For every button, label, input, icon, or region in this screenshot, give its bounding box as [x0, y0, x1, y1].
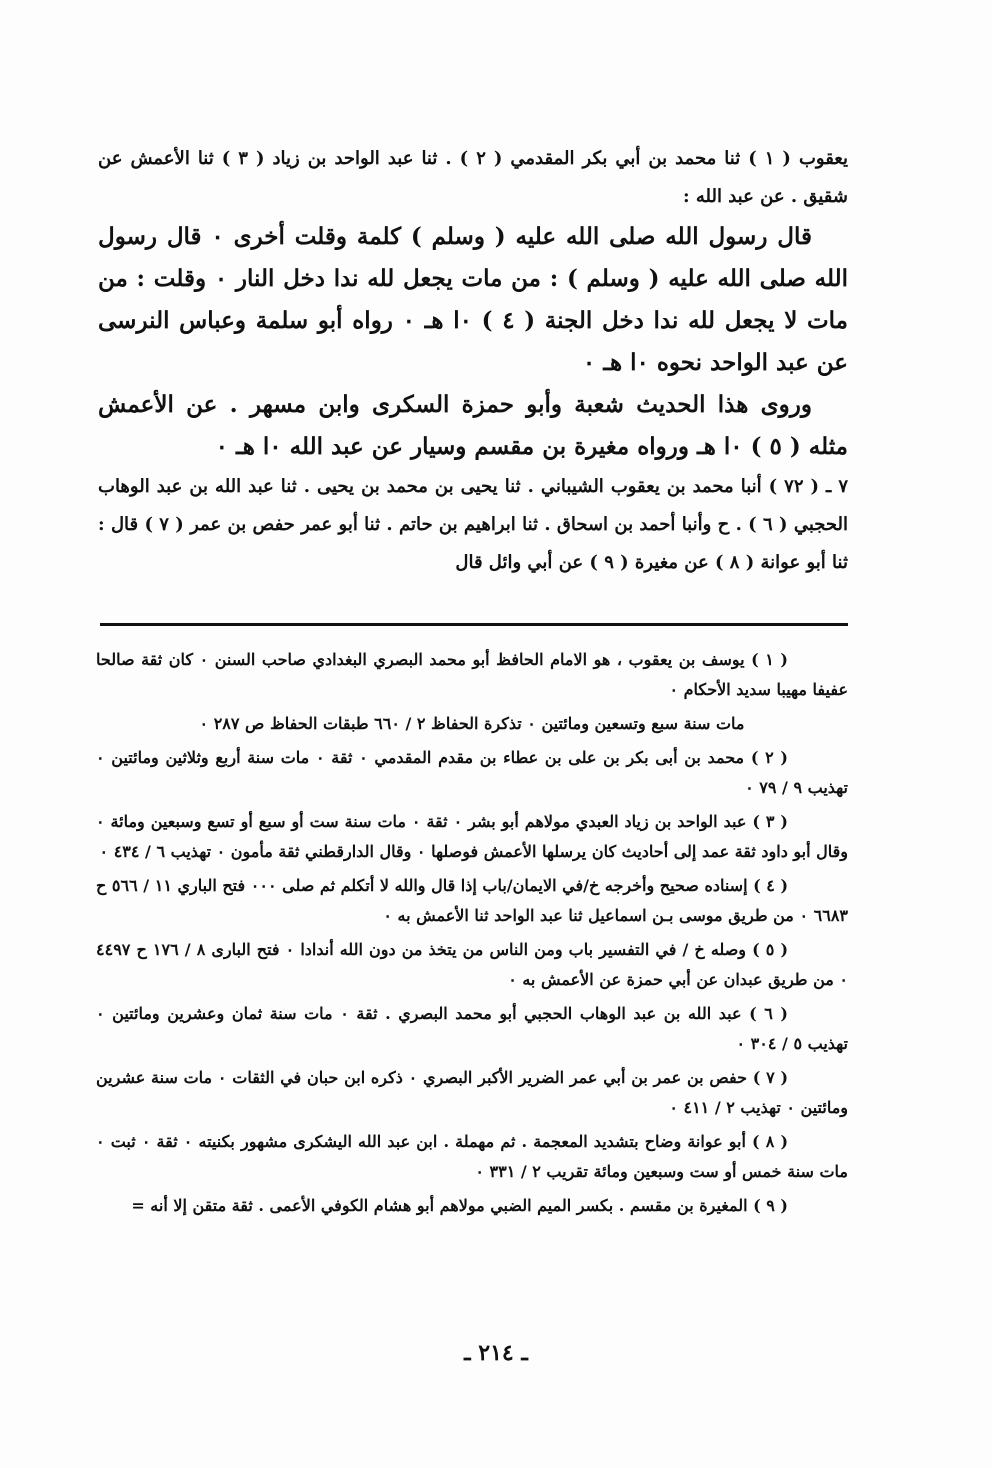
paragraph-hadith-text: قال رسول الله صلى الله عليه ( وسلم ) كلمة وقلت أخرى ٠ قال رسول الله صلى الله عليه ( وسلم ) : من مات يجعل لله ندا دخل النار ٠ وقلت : من مات لا يجعل لله ندا دخل الجنة ( ٤ ) ٠ا هـ ٠ رواه أبو سلمة وعباس النرسى عن عبد الواحد نحوه ٠ا هـ ٠ — [98, 223, 848, 376]
footnote-2: ( ٢ ) محمد بن أبى بكر بن على بن عطاء بن مقدم المقدمي ٠ ثقة ٠ مات سنة أربع وثلاثين ومائتين ٠ تهذيب ٩ / ٧٩ ٠ — [96, 748, 848, 797]
page-number: ـ ٢١٤ ـ — [464, 1340, 528, 1366]
footnote-3: ( ٣ ) عبد الواحد بن زياد العبدي مولاهم أبو بشر ٠ ثقة ٠ مات سنة ست أو سبع أو تسع وسبعين ومائة ٠ وقال أبو داود ثقة عمد إلى أحاديث كان يرسلها الأعمش فوصلها ٠ وقال الدارقطني ثقة مأمون ٠ تهذيب ٦ / ٤٣٤ ٠ — [96, 812, 848, 861]
footnote-6: ( ٦ ) عبد الله بن عبد الوهاب الحجبي أبو محمد البصري . ثقة ٠ مات سنة ثمان وعشرين ومائتين ٠ تهذيب ٥ / ٣٠٤ ٠ — [96, 1004, 848, 1053]
footnote-divider — [100, 623, 848, 626]
footnotes — [96, 645, 848, 1225]
footnote-7: ( ٧ ) حفص بن عمر بن أبي عمر الضرير الأكبر البصري ٠ ذكره ابن حبان في الثقات ٠ مات سنة عشرين ومائتين ٠ تهذيب ٢ / ٤١١ ٠ — [96, 1068, 848, 1117]
footnote-8: ( ٨ ) أبو عوانة وضاح بتشديد المعجمة . ثم مهملة . ابن عبد الله اليشكرى مشهور بكنيته ٠ ثقة ٠ ثبت ٠ مات سنة خمس أو ست وسبعين ومائة تقريب ٢ / ٣٣١ ٠ — [96, 1132, 848, 1181]
paragraph-narrations: وروى هذا الحديث شعبة وأبو حمزة السكرى وابن مسهر . عن الأعمش مثله ( ٥ ) ٠ا هـ ورواه مغيرة بن مقسم وسيار عن عبد الله ٠ا هـ ٠ — [98, 391, 848, 460]
paragraph-isnad-start: يعقوب ( ١ ) ثنا محمد بن أبي بكر المقدمي ( ٢ ) . ثنا عبد الواحد بن زياد ( ٣ ) ثنا الأعمش عن شقيق . عن عبد الله : — [98, 148, 849, 207]
footnote-5: ( ٥ ) وصله خ / في التفسير باب ومن الناس من يتخذ من دون الله أندادا ٠ فتح البارى ٨ / ١٧٦ ح ٤٤٩٧ ٠ من طريق عبدان عن أبي حمزة عن الأعمش به ٠ — [96, 940, 848, 989]
footnote-1-continuation: مات سنة سبع وتسعين ومائتين ٠ تذكرة الحفاظ ٢ / ٦٦٠ طبقات الحفاظ ص ٢٨٧ ٠ — [199, 714, 745, 733]
paragraph-hadith-72: ٧ ـ ( ٧٢ ) أنبا محمد بن يعقوب الشيباني . ثنا يحيى بن محمد بن يحيى . ثنا عبد الله بن عبد الوهاب الحجبي ( ٦ ) . ح وأنبا أحمد بن اسحاق . ثنا ابراهيم بن حاتم . ثنا أبو عمر حفص بن عمر ( ٧ ) قال : ثنا أبو عوانة ( ٨ ) عن مغيرة ( ٩ ) عن أبي وائل قال — [98, 476, 848, 573]
footnote-4: ( ٤ ) إسناده صحيح وأخرجه خ/في الايمان/باب إذا قال والله لا أتكلم ثم صلى ٠٠٠ فتح الباري ١١ / ٥٦٦ ح ٦٦٨٣ ٠ من طريق موسى بـن اسماعيل ثنا عبد الواحد ثنا الأعمش به ٠ — [96, 876, 848, 925]
footnote-9: ( ٩ ) المغيرة بن مقسم . بكسر الميم الضبي مولاهم أبو هشام الكوفي الأعمى . ثقة متقن إلا أنه = — [131, 1196, 788, 1215]
footnote-1: ( ١ ) يوسف بن يعقوب ، هو الامام الحافظ أبو محمد البصري البغدادي صاحب السنن ٠ كان ثقة صالحا عفيفا مهيبا سديد الأحكام ٠ — [96, 650, 848, 699]
main-text — [98, 140, 848, 582]
